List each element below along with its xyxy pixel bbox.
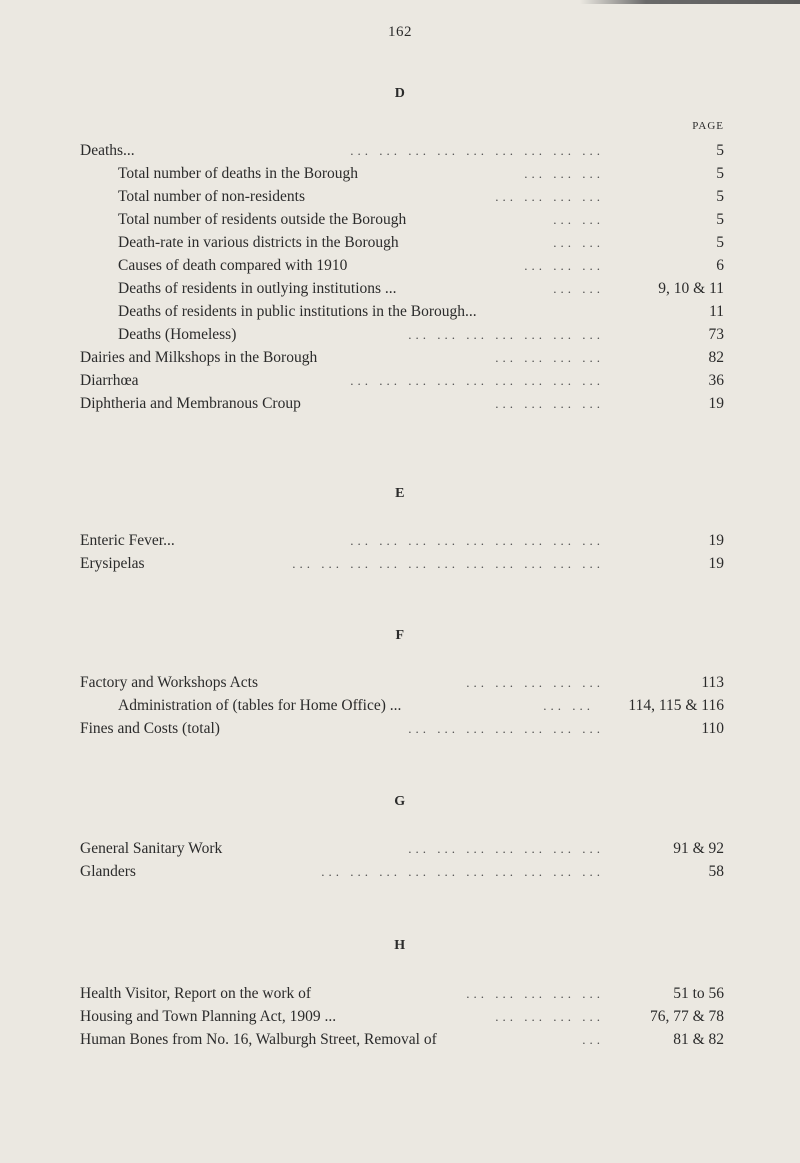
section-heading-d: D [394, 86, 406, 101]
entry-page: 9, 10 & 11 [658, 280, 724, 297]
index-entry [0, 163, 800, 185]
leader-dots: ... ... ... ... ... ... ... ... ... [350, 143, 604, 158]
entry-label: Erysipelas [80, 555, 145, 572]
index-entry [0, 1029, 800, 1051]
entry-label: Total number of residents outside the Borough [118, 211, 407, 228]
index-entry [0, 1006, 800, 1028]
page-column-header: PAGE [692, 120, 724, 132]
index-entry [0, 347, 800, 369]
index-entry [0, 255, 800, 277]
entry-label: Total number of non-residents [118, 188, 306, 205]
leader-dots: ... ... ... ... ... [466, 675, 604, 690]
entry-page: 36 [708, 372, 724, 389]
index-entry [0, 553, 800, 575]
index-entry [0, 695, 800, 717]
index-entry [0, 186, 800, 208]
leader-dots: ... ... ... ... ... ... ... ... ... ... [321, 864, 604, 879]
entry-label: Death-rate in various districts in the Borough [118, 234, 399, 251]
index-entry [0, 861, 800, 883]
entry-page: 11 [709, 303, 724, 320]
leader-dots: ... ... ... [524, 258, 604, 273]
leader-dots: ... ... [543, 698, 594, 713]
leader-dots: ... ... ... ... [495, 1009, 604, 1024]
index-entry [0, 983, 800, 1005]
leader-dots: ... ... ... ... ... ... ... [408, 327, 604, 342]
leader-dots: ... ... ... ... ... ... ... [408, 721, 604, 736]
entry-label: Deaths (Homeless) [118, 326, 237, 343]
page-edge-shadow [580, 0, 800, 4]
leader-dots: ... ... ... ... ... [466, 986, 604, 1001]
leader-dots: ... ... ... ... ... ... ... [408, 841, 604, 856]
entry-label: Diarrhœa [80, 372, 139, 389]
index-entry [0, 232, 800, 254]
entry-page: 81 & 82 [673, 1031, 724, 1048]
entry-page: 73 [708, 326, 724, 343]
index-entry [0, 140, 800, 162]
leader-dots: ... ... ... ... ... ... ... ... ... [350, 373, 604, 388]
section-heading-g: G [394, 794, 406, 809]
entry-label: Enteric Fever... [80, 532, 175, 549]
entry-label: Human Bones from No. 16, Walburgh Street, Removal of [80, 1031, 437, 1048]
page-number: 162 [388, 24, 412, 40]
entry-label: Health Visitor, Report on the work of [80, 985, 312, 1002]
leader-dots: ... ... ... ... ... ... ... ... ... [350, 533, 604, 548]
entry-label: Total number of deaths in the Borough [118, 165, 358, 182]
index-entry [0, 672, 800, 694]
entry-label: Deaths... [80, 142, 135, 159]
leader-dots: ... [582, 1032, 604, 1047]
index-entry [0, 718, 800, 740]
entry-page: 58 [708, 863, 724, 880]
entry-page: 19 [708, 555, 724, 572]
leader-dots: ... ... ... [524, 166, 604, 181]
entry-label: Deaths of residents in public institutions in the Borough... [118, 303, 477, 320]
entry-page: 76, 77 & 78 [649, 1008, 724, 1025]
entry-label: Glanders [80, 863, 136, 880]
entry-label: Factory and Workshops Acts [80, 674, 258, 691]
index-entry [0, 209, 800, 231]
leader-dots: ... ... [553, 235, 604, 250]
entry-label: Dairies and Milkshops in the Borough [80, 349, 318, 366]
index-entry [0, 278, 800, 300]
entry-page: 113 [701, 674, 724, 691]
entry-page: 5 [716, 142, 724, 159]
index-entry [0, 301, 800, 323]
entry-page: 91 & 92 [673, 840, 724, 857]
leader-dots: ... ... ... ... [495, 189, 604, 204]
entry-label: Deaths of residents in outlying institutions ... [118, 280, 397, 297]
leader-dots: ... ... [553, 281, 604, 296]
entry-page: 19 [708, 532, 724, 549]
leader-dots: ... ... ... ... ... ... ... ... ... ... ... [292, 556, 604, 571]
leader-dots: ... ... ... ... [495, 396, 604, 411]
entry-page: 5 [716, 188, 724, 205]
entry-label: Housing and Town Planning Act, 1909 ... [80, 1008, 337, 1025]
index-entry [0, 393, 800, 415]
entry-page: 19 [708, 395, 724, 412]
section-heading-f: F [395, 628, 405, 643]
entry-label: Diphtheria and Membranous Croup [80, 395, 301, 412]
entry-page: 82 [708, 349, 724, 366]
leader-dots: ... ... [553, 212, 604, 227]
entry-page: 5 [716, 165, 724, 182]
index-entry [0, 324, 800, 346]
entry-label: General Sanitary Work [80, 840, 223, 857]
section-heading-h: H [394, 938, 406, 953]
index-entry [0, 530, 800, 552]
entry-page: 5 [716, 234, 724, 251]
leader-dots: ... ... ... ... [495, 350, 604, 365]
entry-page: 51 to 56 [673, 985, 724, 1002]
entry-page: 114, 115 & 116 [628, 697, 724, 714]
entry-label: Fines and Costs (total) [80, 720, 220, 737]
entry-page: 110 [701, 720, 724, 737]
section-heading-e: E [395, 486, 405, 501]
entry-label: Administration of (tables for Home Office) ... [118, 697, 402, 714]
entry-page: 6 [716, 257, 724, 274]
index-entry [0, 370, 800, 392]
entry-label: Causes of death compared with 1910 [118, 257, 348, 274]
index-entry [0, 838, 800, 860]
entry-page: 5 [716, 211, 724, 228]
